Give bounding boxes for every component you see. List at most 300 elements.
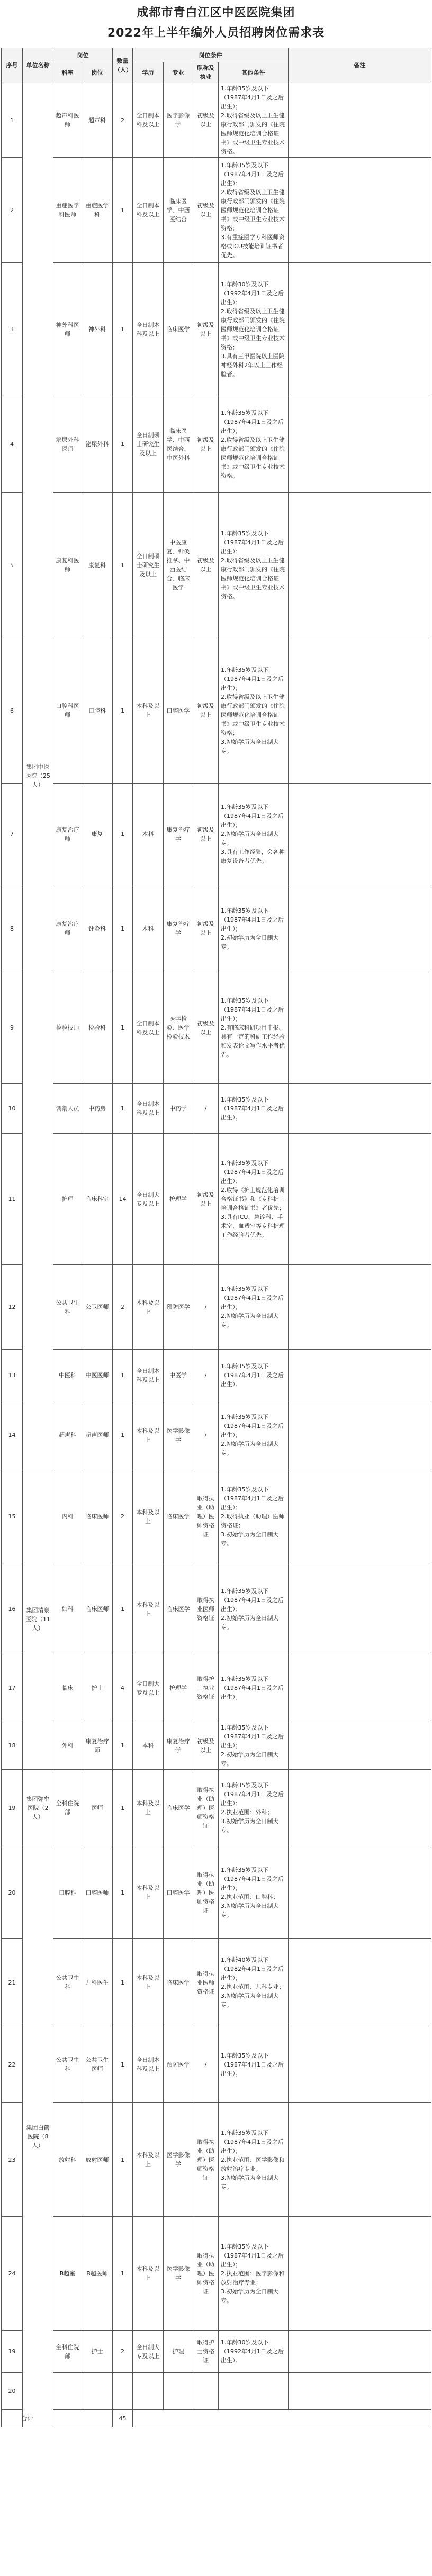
condition-line: 1.年龄35岁及以下	[221, 667, 269, 673]
remark-cell	[289, 885, 431, 972]
remark-cell	[289, 1770, 431, 1846]
row-no: 10	[2, 1084, 23, 1134]
table-row	[2, 2217, 431, 2331]
row-no: 3	[2, 263, 23, 396]
edu-cell: 本科及以上	[133, 1469, 164, 1564]
row-no: 7	[2, 784, 23, 885]
edu-cell: 全日制大专及以上	[133, 2331, 164, 2373]
condition-line: （1987年4月1日及之后出生）。	[221, 1372, 284, 1388]
edu-cell: 本科及以上	[133, 2103, 164, 2217]
condition-line: （1987年4月1日及之后出生）；	[221, 1791, 284, 1807]
post-cell: 护士	[82, 2331, 113, 2373]
condition-line: （1987年4月1日及之后出生）。	[221, 1105, 284, 1121]
page-subtitle: 2022年上半年编外人员招聘岗位需求表	[107, 26, 325, 40]
condition-line: 2.取得执业（助理）医师资格证；	[221, 1513, 285, 1529]
edu-cell: 本科及以上	[133, 1265, 164, 1350]
condition-line: 1.年龄35岁及以下	[221, 907, 269, 914]
condition-line: 1.年龄35岁及以下	[221, 1867, 269, 1873]
conditions-cell	[219, 1350, 289, 1401]
qual-cell: 取得执业医师资格证	[193, 1564, 219, 1654]
dept-cell: 妇科	[53, 1564, 82, 1654]
qual-cell: /	[193, 1401, 219, 1469]
table-row	[2, 2331, 431, 2373]
unit-name: 集团弥牟医院（2人）	[23, 1770, 53, 1846]
condition-line: （1987年4月1日及之后出生）；	[221, 916, 284, 932]
qual-cell: 初级及以上	[193, 158, 219, 263]
table-row	[2, 638, 431, 784]
edu-cell: 全日制本科及以上	[133, 158, 164, 263]
count-cell: 1	[113, 1939, 133, 2026]
table-row	[2, 493, 431, 638]
post-cell: 中药房	[82, 1084, 113, 1134]
edu-cell: 本科	[133, 885, 164, 972]
qual-cell: /	[193, 1350, 219, 1401]
major-cell: 预防医学	[164, 2026, 193, 2103]
qual-cell: 取得护士资格证	[193, 2331, 219, 2373]
condition-line: 2.取得省级及以上卫生健康行政部门颁发的《住院医师规范化培训合格证书》或中级卫生专业技术资格；	[221, 188, 285, 232]
edu-cell: 全日制硕士研究生及以上	[133, 396, 164, 493]
conditions-cell	[219, 396, 289, 493]
table-row	[2, 1401, 431, 1469]
condition-line: 2.初始学历为全日制大专。	[221, 934, 279, 950]
condition-line: 1.年龄35岁及以下	[221, 1363, 269, 1370]
condition-line: 2.初始学历为全日制大专。	[221, 1615, 279, 1631]
dept-cell: 全科住院部	[53, 1770, 82, 1846]
dept-cell: 放射科	[53, 2103, 82, 2217]
qual-cell: 取得执业（助理）医师资格证	[193, 2103, 219, 2217]
conditions-cell	[219, 972, 289, 1084]
qual-cell: 初级及以上	[193, 263, 219, 396]
count-cell: 2	[113, 2331, 133, 2373]
condition-line: （1987年4月1日及之后出生）。	[221, 2061, 284, 2077]
major-cell: 医学检验、医学检验技术	[164, 972, 193, 1084]
remark-cell	[289, 1084, 431, 1134]
remark-cell	[289, 784, 431, 885]
post-cell: 临床医师	[82, 1469, 113, 1564]
edu-cell: 全日制本科及以上	[133, 83, 164, 158]
row-no: 21	[2, 1939, 23, 2026]
count-cell: 1	[113, 1084, 133, 1134]
post-cell: 临床科室	[82, 1134, 113, 1265]
conditions-cell	[219, 2103, 289, 2217]
conditions-cell	[219, 2331, 289, 2373]
major-cell: 中医康复、针灸推拿、中西医结合、临床医学	[164, 493, 193, 638]
table-row	[2, 2373, 431, 2410]
major-cell: 临床医学、中西医结合、中医外科	[164, 396, 193, 493]
condition-line: （1987年4月1日及之后出生）；	[221, 418, 284, 434]
condition-line: 3.具有ICU、急诊科、手术室、血透室等专科护理工作经验者优先。	[221, 1214, 285, 1239]
condition-line: 1.年龄30岁及以下	[221, 2339, 269, 2346]
major-cell: 临床医学	[164, 263, 193, 396]
recruitment-table	[1, 48, 431, 2427]
major-cell: 护理	[164, 2331, 193, 2373]
remark-cell	[289, 1846, 431, 1939]
table-row	[2, 263, 431, 396]
post-cell: 超声科	[82, 83, 113, 158]
conditions-cell	[219, 1401, 289, 1469]
conditions-cell	[219, 1134, 289, 1265]
table-row	[2, 784, 431, 885]
dept-cell: 检验技师	[53, 972, 82, 1084]
post-cell: B超医师	[82, 2217, 113, 2331]
condition-line: 2.执业范围：儿科专业；	[221, 1983, 285, 1990]
qual-cell: 取得执业医师资格证	[193, 1939, 219, 2026]
remark-cell	[289, 1401, 431, 1469]
major-cell: 口腔医学	[164, 638, 193, 784]
condition-line: 1.年龄35岁及以下	[221, 1486, 269, 1493]
remark-cell	[289, 158, 431, 263]
table-row	[2, 158, 431, 263]
edu-cell: 本科及以上	[133, 1770, 164, 1846]
condition-line: （1987年4月1日及之后出生）；	[221, 2138, 284, 2154]
count-cell: 1	[113, 263, 133, 396]
row-no: 2	[2, 158, 23, 263]
condition-line: 1.年龄35岁及以下	[221, 409, 269, 416]
condition-line: 3.初始学历为全日制大专。	[221, 739, 279, 754]
edu-cell: 全日制本科及以上	[133, 1084, 164, 1134]
conditions-cell	[219, 1084, 289, 1134]
row-no: 12	[2, 1265, 23, 1350]
table-row	[2, 1770, 431, 1846]
post-cell: 中医医师	[82, 1350, 113, 1401]
table-row	[2, 396, 431, 493]
dept-cell: 公共卫生科	[53, 2026, 82, 2103]
conditions-cell	[219, 1469, 289, 1564]
dept-cell: 超声科医师	[53, 83, 82, 158]
row-no: 5	[2, 493, 23, 638]
edu-cell: 本科及以上	[133, 1939, 164, 2026]
conditions-cell	[219, 83, 289, 158]
row-no: 18	[2, 1722, 23, 1770]
condition-line: 2.初始学历为全日制大专；	[221, 831, 279, 846]
edu-cell: 本科及以上	[133, 638, 164, 784]
qual-cell: 初级及以上	[193, 972, 219, 1084]
condition-line: （1987年4月1日及之后出生）；	[221, 2252, 284, 2268]
dept-cell: 护理	[53, 1134, 82, 1265]
dept-cell: 口腔科	[53, 1846, 82, 1939]
post-cell	[82, 2373, 113, 2410]
condition-line: 2.取得《护士规范化培训合格证书》和《专科护士培训合格证书》者优先；	[221, 1187, 285, 1212]
count-cell: 1	[113, 396, 133, 493]
row-no: 17	[2, 1654, 23, 1722]
header-no: 序号	[2, 48, 23, 83]
condition-line: 3.初始学历为全日制大专。	[221, 1992, 279, 2008]
edu-cell: 本科及以上	[133, 1401, 164, 1469]
condition-line: 3.具有工作经验，会各种康复设备者优先。	[221, 849, 285, 864]
count-cell: 4	[113, 1654, 133, 1722]
dept-cell: 临床	[53, 1654, 82, 1722]
table-row	[2, 83, 431, 158]
conditions-cell	[219, 158, 289, 263]
dept-cell: 公共卫生科	[53, 1265, 82, 1350]
remark-cell	[289, 1134, 431, 1265]
major-cell: 中医学	[164, 1350, 193, 1401]
dept-cell: 内科	[53, 1469, 82, 1564]
conditions-cell	[219, 1265, 289, 1350]
remark-cell	[289, 83, 431, 158]
count-cell: 1	[113, 1401, 133, 1469]
condition-line: 2.执业范围：口腔科；	[221, 1894, 279, 1900]
table-row	[2, 1084, 431, 1134]
qual-cell: 初级及以上	[193, 638, 219, 784]
post-cell: 护士	[82, 1654, 113, 1722]
count-cell: 1	[113, 1350, 133, 1401]
edu-cell: 本科	[133, 784, 164, 885]
total-label: 合计	[2, 2410, 53, 2427]
condition-line: （1992年4月1日及之后出生）；	[221, 290, 284, 306]
count-cell: 1	[113, 158, 133, 263]
unit-name: 集团清泉医院（11人）	[23, 1469, 53, 1770]
condition-line: （1987年4月1日及之后出生）；	[221, 1006, 284, 1022]
conditions-cell	[219, 1939, 289, 2026]
qual-cell: 初级及以上	[193, 885, 219, 972]
condition-line: 2.执业范围：医学影像和放射治疗专业；	[221, 2270, 285, 2286]
table-row	[2, 2103, 431, 2217]
qual-cell: 初级及以上	[193, 83, 219, 158]
remark-cell	[289, 1564, 431, 1654]
row-no: 9	[2, 972, 23, 1084]
count-cell: 1	[113, 1722, 133, 1770]
remark-cell	[289, 1939, 431, 2026]
major-cell: 临床医学	[164, 1770, 193, 1846]
dept-cell: 全科住院部	[53, 2331, 82, 2373]
major-cell: 临床医学	[164, 1564, 193, 1654]
remark-cell	[289, 396, 431, 493]
table-row	[2, 1846, 431, 1939]
remark-cell	[289, 1350, 431, 1401]
count-cell: 2	[113, 1265, 133, 1350]
total-spacer	[53, 2410, 113, 2427]
condition-line: 2.取得省级及以上卫生健康行政部门颁发的《住院医师规范化培训合格证书》或中级卫生专业技术资格。	[221, 436, 285, 479]
condition-line: 1.年龄35岁及以下	[221, 530, 269, 537]
post-cell: 神外科	[82, 263, 113, 396]
row-no: 14	[2, 1401, 23, 1469]
conditions-cell	[219, 784, 289, 885]
count-cell: 1	[113, 1846, 133, 1939]
count-cell: 1	[113, 972, 133, 1084]
remark-cell	[289, 2217, 431, 2331]
row-no: 20	[2, 2373, 23, 2410]
condition-line: （1987年4月1日及之后出生）；	[221, 94, 284, 110]
major-cell: 康复治疗学	[164, 885, 193, 972]
post-cell: 公共卫生医师	[82, 2026, 113, 2103]
condition-line: 1.年龄35岁及以下	[221, 1588, 269, 1595]
condition-line: 3.有重症医学专科医师资格或ICU技能培训证书者优先。	[221, 233, 285, 259]
edu-cell: 本科及以上	[133, 1846, 164, 1939]
condition-line: 3.初始学历为全日制大专。	[221, 1903, 279, 1918]
condition-line: 1.年龄35岁及以下	[221, 1096, 269, 1103]
dept-cell: B超室	[53, 2217, 82, 2331]
post-cell: 临床医师	[82, 1564, 113, 1654]
condition-line: 1.年龄35岁及以下	[221, 1724, 269, 1731]
table-row	[2, 2026, 431, 2103]
condition-line: 1.年龄35岁及以下	[221, 2129, 269, 2136]
condition-line: （1987年4月1日及之后出生）；	[221, 539, 284, 555]
edu-cell	[133, 2373, 164, 2410]
edu-cell: 本科	[133, 1722, 164, 1770]
dept-cell: 中医科	[53, 1350, 82, 1401]
dept-cell: 康复治疗师	[53, 885, 82, 972]
unit-name: 集团白鹤医院（8人）	[23, 1846, 53, 2427]
remark-cell	[289, 2103, 431, 2217]
row-no: 4	[2, 396, 23, 493]
condition-line: （1987年4月1日及之后出生）；	[221, 813, 284, 829]
condition-line: 1.年龄35岁及以下	[221, 161, 269, 169]
conditions-cell	[219, 2217, 289, 2331]
conditions-cell	[219, 1846, 289, 1939]
row-no: 16	[2, 1564, 23, 1654]
edu-cell: 全日制本科及以上	[133, 2026, 164, 2103]
edu-cell: 全日制本科及以上	[133, 972, 164, 1084]
dept-cell: 公共卫生科	[53, 1939, 82, 2026]
count-cell: 1	[113, 885, 133, 972]
conditions-cell	[219, 1722, 289, 1770]
qual-cell: /	[193, 1265, 219, 1350]
count-cell: 1	[113, 2217, 133, 2331]
condition-line: 1.年龄35岁及以下	[221, 804, 269, 811]
major-cell: 预防医学	[164, 1265, 193, 1350]
table-row	[2, 1939, 431, 2026]
total-row	[2, 2410, 431, 2427]
count-cell: 1	[113, 2026, 133, 2103]
remark-cell	[289, 263, 431, 396]
major-cell	[164, 2373, 193, 2410]
conditions-cell	[219, 2026, 289, 2103]
table-row	[2, 1134, 431, 1265]
condition-line: 2.执业范围：医学影像和放射治疗专业；	[221, 2156, 285, 2172]
table-row	[2, 1722, 431, 1770]
condition-line: （1987年4月1日及之后出生）；	[221, 170, 284, 187]
post-cell: 康复治疗师	[82, 1722, 113, 1770]
remark-cell	[289, 1722, 431, 1770]
dept-cell: 外科	[53, 1722, 82, 1770]
table-header	[2, 48, 431, 83]
table-row	[2, 1564, 431, 1654]
qual-cell: 初级及以上	[193, 784, 219, 885]
remark-cell	[289, 1265, 431, 1350]
header-position-group: 岗位	[53, 48, 113, 62]
remark-cell	[289, 493, 431, 638]
count-cell	[113, 2373, 133, 2410]
major-cell: 中药学	[164, 1084, 193, 1134]
condition-line: （1987年4月1日及之后出生）；	[221, 1876, 284, 1891]
table-row	[2, 1265, 431, 1350]
post-cell: 检验科	[82, 972, 113, 1084]
condition-line: 1.年龄35岁及以下	[221, 997, 269, 1004]
major-cell: 康复治疗学	[164, 1722, 193, 1770]
condition-line: 2.初始学历为全日制大专。	[221, 1441, 279, 1457]
qual-cell: 取得执业（助理）医师资格证	[193, 1770, 219, 1846]
qual-cell: 初级及以上	[193, 1134, 219, 1265]
major-cell: 医学影像学	[164, 1401, 193, 1469]
conditions-cell	[219, 2373, 289, 2410]
dept-cell: 神外科医师	[53, 263, 82, 396]
remark-cell	[289, 2026, 431, 2103]
conditions-cell	[219, 885, 289, 972]
major-cell: 康复治疗学	[164, 784, 193, 885]
count-cell: 1	[113, 2103, 133, 2217]
condition-line: 1.年龄35岁及以下	[221, 85, 269, 92]
post-cell: 康复科	[82, 493, 113, 638]
qual-cell	[193, 2373, 219, 2410]
condition-line: 1.年龄40岁及以下	[221, 1956, 269, 1963]
remark-cell	[289, 2373, 431, 2410]
condition-line: 2.执业范围：外科；	[221, 1809, 273, 1816]
count-cell: 2	[113, 1469, 133, 1564]
condition-line: 1.年龄35岁及以下	[221, 1676, 269, 1682]
condition-line: 2.取得省级及以上卫生健康行政部门颁发的《住院医师规范化培训合格证书》或中级卫生专业技术资格；	[221, 694, 285, 736]
total-empty	[133, 2410, 431, 2427]
table-row	[2, 972, 431, 1084]
row-no: 19	[2, 2331, 23, 2373]
table-body	[2, 83, 431, 2427]
condition-line: 2.取得省级及以上卫生健康行政部门颁发的《住院医师规范化培训合格证书》或中级卫生专业技术资格。	[221, 557, 285, 600]
qual-cell: /	[193, 1084, 219, 1134]
header-unit: 单位名称	[23, 48, 53, 83]
condition-line: 2.取得省级及以上卫生健康行政部门颁发的《住院医师规范化培训合格证书》或中级卫生专业技术资格。	[221, 112, 285, 155]
row-no: 11	[2, 1134, 23, 1265]
unit-name: 集团中医医院（25人）	[23, 83, 53, 1469]
dept-cell: 康复科医师	[53, 493, 82, 638]
major-cell: 临床医学、中西医结合	[164, 158, 193, 263]
row-no: 13	[2, 1350, 23, 1401]
table-row	[2, 1350, 431, 1401]
condition-line: 2.取得省级及以上卫生健康行政部门颁发的《住院医师规范化培训合格证书》或中级卫生专业技术资格；	[221, 308, 285, 351]
edu-cell: 全日制本科及以上	[133, 1350, 164, 1401]
condition-line: （1987年4月1日及之后出生）；	[221, 1495, 284, 1511]
condition-line: 1.年龄30岁及以下	[221, 281, 269, 288]
row-no: 1	[2, 83, 23, 158]
post-cell: 口腔科	[82, 638, 113, 784]
title-block	[0, 0, 432, 48]
table-row	[2, 885, 431, 972]
dept-cell	[53, 2373, 82, 2410]
conditions-cell	[219, 1770, 289, 1846]
condition-line: 2.初始学历为全日制大专。	[221, 1313, 279, 1328]
conditions-cell	[219, 263, 289, 396]
conditions-cell	[219, 493, 289, 638]
header-conditions: 岗位条件	[133, 48, 289, 62]
conditions-cell	[219, 638, 289, 784]
edu-cell: 全日制大专及以上	[133, 1654, 164, 1722]
row-no: 24	[2, 2217, 23, 2331]
qual-cell: 初级及以上	[193, 493, 219, 638]
row-no: 23	[2, 2103, 23, 2217]
row-no: 6	[2, 638, 23, 784]
qual-cell: 取得执业（助理）医师资格证	[193, 1469, 219, 1564]
dept-cell: 康复治疗师	[53, 784, 82, 885]
post-cell: 口腔医师	[82, 1846, 113, 1939]
major-cell: 护理学	[164, 1654, 193, 1722]
condition-line: （1982年4月1日及之后出生）；	[221, 1965, 284, 1981]
dept-cell: 重症医学科医师	[53, 158, 82, 263]
count-cell: 1	[113, 1564, 133, 1654]
qual-cell: 取得执业（助理）医师资格证	[193, 1846, 219, 1939]
count-cell: 1	[113, 493, 133, 638]
remark-cell	[289, 1469, 431, 1564]
edu-cell: 全日制大专及以上	[133, 1134, 164, 1265]
count-cell: 2	[113, 83, 133, 158]
post-cell: 医师	[82, 1770, 113, 1846]
condition-line: 3.具有三甲医院以上医院神经外科2年以上工作经验者。	[221, 353, 285, 378]
header-dept: 科室	[53, 62, 82, 83]
dept-cell: 调剂人员	[53, 1084, 82, 1134]
major-cell: 临床医学	[164, 1469, 193, 1564]
row-no: 20	[2, 1846, 23, 1939]
total-count: 45	[113, 2410, 133, 2427]
header-major: 专业	[164, 62, 193, 83]
edu-cell: 本科及以上	[133, 1564, 164, 1654]
